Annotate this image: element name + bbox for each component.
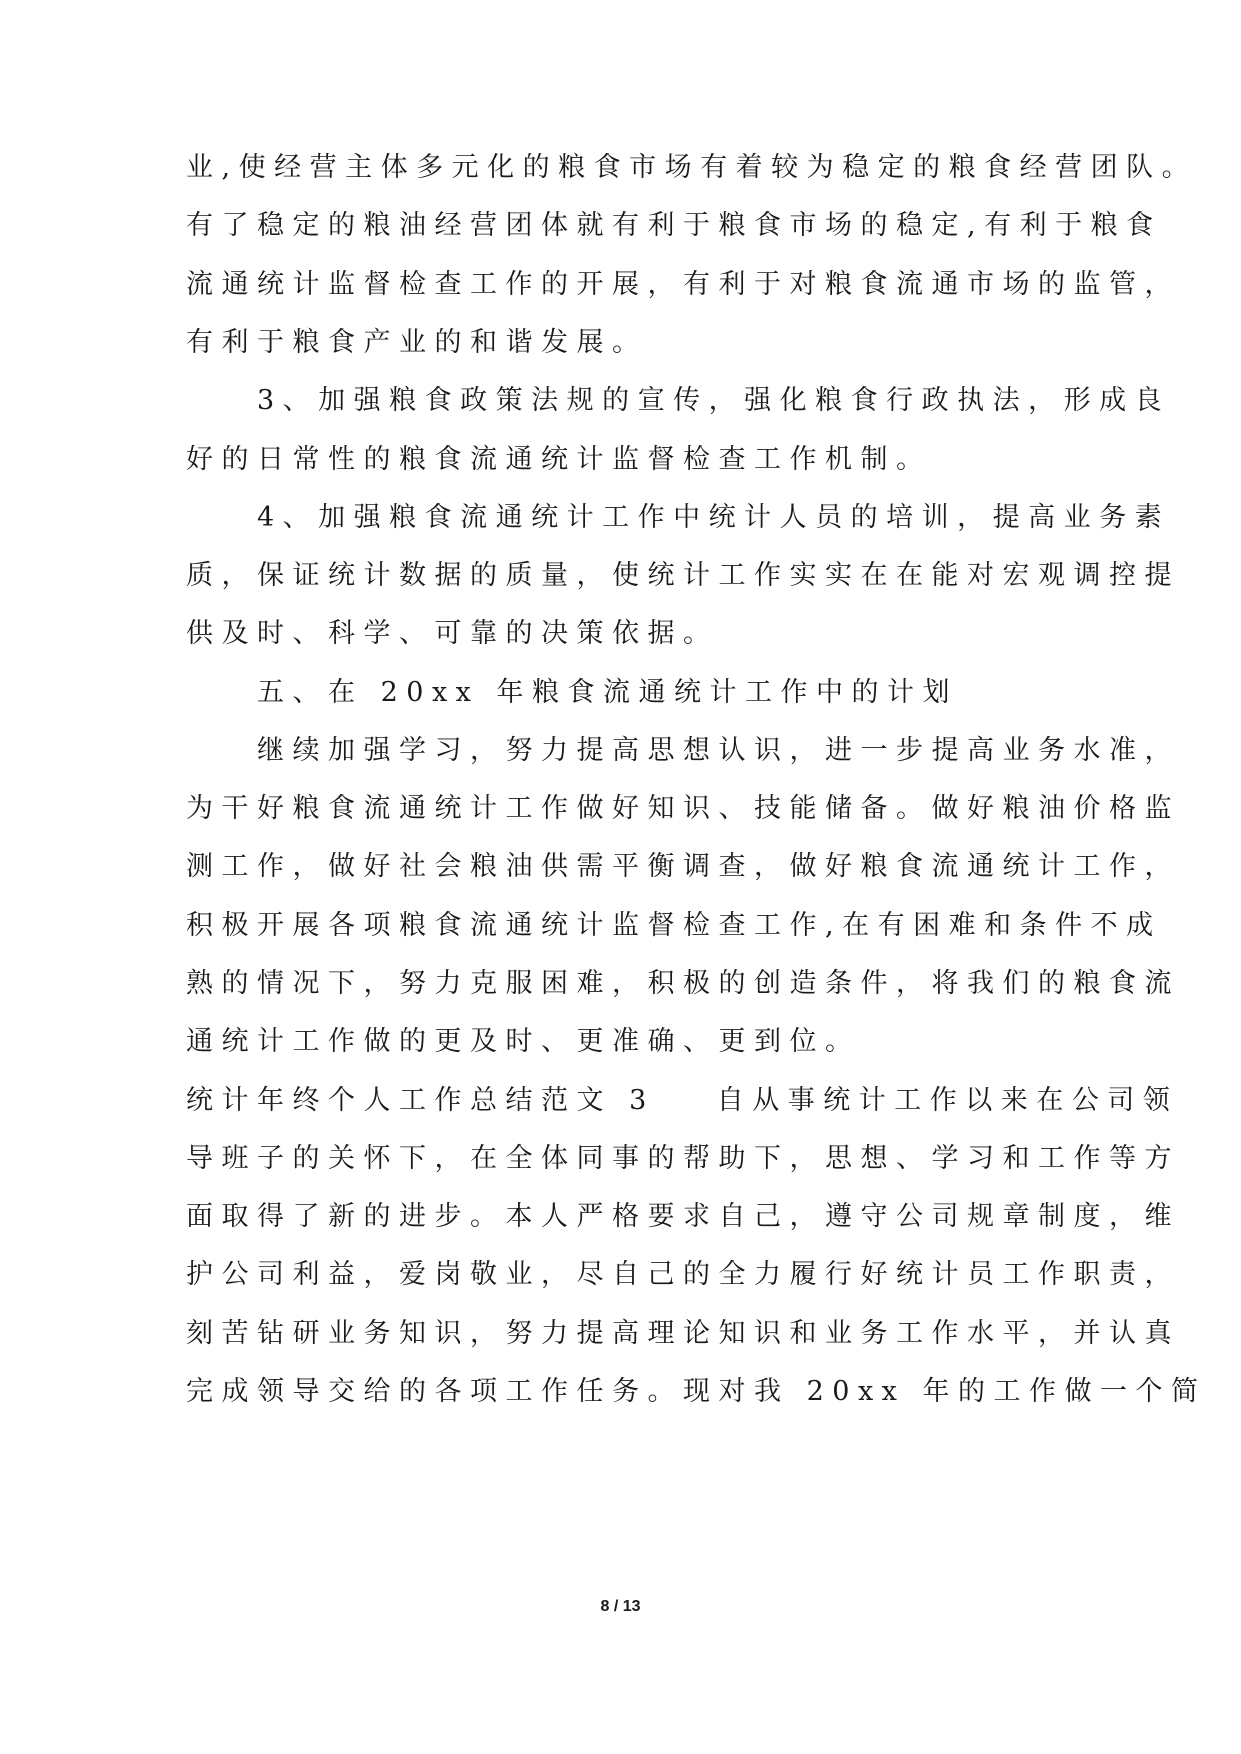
text-line: 为干好粮食流通统计工作做好知识、技能储备。做好粮油价格监 [186,793,1180,824]
section-title-line [186,1083,1178,1119]
section-heading-line: 五、在 20xx 年粮食流通统计工作中的计划 [186,677,958,708]
text-line: 流通统计监督检查工作的开展，有利于对粮食流通市场的监管， [186,269,1180,300]
text-line: 护公司利益，爱岗敬业，尽自己的全力履行好统计员工作职责， [186,1259,1180,1290]
text-line: 有了稳定的粮油经营团体就有利于粮食市场的稳定,有利于粮食 [186,210,1162,241]
text-line: 4、加强粮食流通统计工作中统计人员的培训，提高业务素 [186,502,1171,533]
text-line: 3、加强粮食政策法规的宣传，强化粮食行政执法，形成良 [186,385,1171,416]
text-line: 有利于粮食产业的和谐发展。 [186,327,648,358]
page-number: 8 / 13 [600,1598,641,1615]
text-line: 供及时、科学、可靠的决策依据。 [186,618,719,649]
text-line: 测工作，做好社会粮油供需平衡调查，做好粮食流通统计工作， [186,851,1180,882]
text-line: 面取得了新的进步。本人严格要求自己，遵守公司规章制度，维 [186,1201,1180,1232]
text-line: 积极开展各项粮食流通统计监督检查工作,在有困难和条件不成 [186,910,1162,941]
text-line: 好的日常性的粮食流通统计监督检查工作机制。 [186,444,932,475]
section-intro: 自从事统计工作以来在公司领 [716,1085,1179,1116]
text-line: 业,使经营主体多元化的粮食市场有着较为稳定的粮食经营团队。 [186,152,1198,183]
text-line: 熟的情况下，努力克服困难，积极的创造条件，将我们的粮食流 [186,968,1180,999]
text-line: 完成领导交给的各项工作任务。现对我 20xx 年的工作做一个简 [186,1376,1207,1407]
text-line: 质，保证统计数据的质量，使统计工作实实在在能对宏观调控提 [186,560,1180,591]
text-line: 导班子的关怀下，在全体同事的帮助下，思想、学习和工作等方 [186,1143,1180,1174]
section-title: 统计年终个人工作总结范文 3 [186,1085,655,1116]
text-line: 继续加强学习，努力提高思想认识，进一步提高业务水准， [186,735,1180,766]
text-line: 刻苦钻研业务知识，努力提高理论知识和业务工作水平，并认真 [186,1318,1180,1349]
text-line: 通统计工作做的更及时、更准确、更到位。 [186,1026,861,1057]
